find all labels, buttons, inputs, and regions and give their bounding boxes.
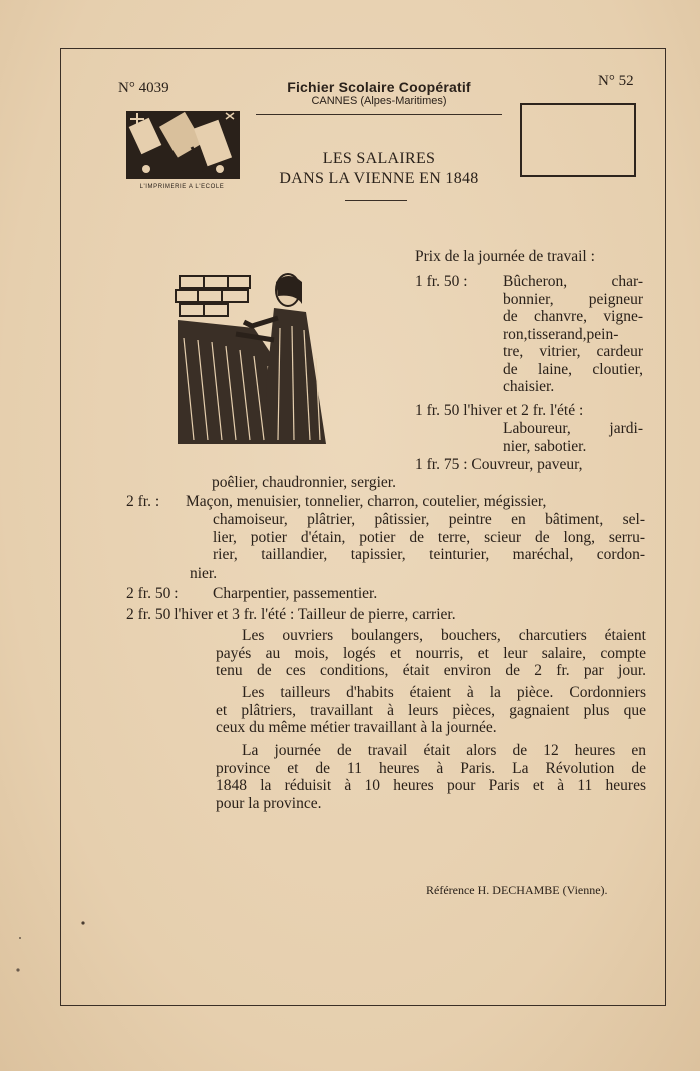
paragraph-line: et plâtriers, travaillant à leurs pièces, gagnaient plus que: [216, 701, 646, 719]
intro-line: Prix de la journée de travail :: [415, 248, 595, 265]
paragraph-line: tenu de ces conditions, était environ de 2 fr. par jour.: [216, 662, 646, 679]
wage-2-line: nier, sabotier.: [503, 437, 587, 455]
paragraph-line: province et de 11 heures à Paris. La Révolution de: [216, 759, 646, 777]
wage-1-price: 1 fr. 50 :: [415, 273, 468, 290]
card-number-left: N° 4039: [118, 80, 169, 96]
paragraph-line: Les tailleurs d'habits étaient à la pièce. Cordonniers: [242, 684, 646, 701]
wage-1-line: de chanvre, vigne-: [503, 308, 643, 325]
paragraph-line: pour la province.: [216, 794, 322, 812]
wage-1-line: tre, vitrier, cardeur: [503, 343, 643, 360]
paragraph-line: Les ouvriers boulangers, bouchers, charcutiers étaient: [242, 627, 646, 644]
wage-1-line: Bûcheron, char-: [503, 273, 643, 290]
wage-3-line: 1 fr. 75 : Couvreur, paveur,: [415, 456, 583, 473]
paragraph-line: ceux du même métier travaillant à la journée.: [216, 719, 497, 736]
wage-1-line: ron,tisserand,pein-: [503, 325, 619, 343]
paragraph-line: payés au mois, logés et nourris, et leur salaire, compte: [216, 644, 646, 662]
wage-2-line: Laboureur, jardi-: [503, 420, 643, 437]
wage-4-line: chamoiseur, plâtrier, pâtissier, peintre en bâtiment, sel-: [213, 511, 645, 528]
wage-4-line: rier, taillandier, tapissier, teinturier, maréchal, cordon-: [213, 546, 645, 563]
wage-5-trades: Charpentier, passementier.: [213, 585, 378, 602]
wage-2-price: 1 fr. 50 l'hiver et 2 fr. l'été :: [415, 402, 584, 419]
wage-4-line: lier, potier d'étain, potier de terre, scieur de long, serru-: [213, 528, 645, 546]
wage-6-line: 2 fr. 50 l'hiver et 3 fr. l'été : Tailleur de pierre, carrier.: [126, 606, 456, 623]
publisher-location: CANNES (Alpes-Maritimes): [311, 95, 447, 107]
title-line-1: LES SALAIRES: [322, 150, 436, 167]
title-line-2: DANS LA VIENNE EN 1848: [279, 170, 479, 187]
reference-line: Référence H. DECHAMBE (Vienne).: [426, 883, 608, 897]
wage-3-continuation: poêlier, chaudronnier, sergier.: [212, 474, 396, 491]
paragraph-line: La journée de travail était alors de 12 heures en: [242, 742, 646, 759]
logo-caption: L'IMPRIMERIE A L'ECOLE: [139, 184, 225, 190]
wage-4-price: 2 fr. :: [126, 493, 160, 510]
wage-1-line: bonnier, peigneur: [503, 290, 643, 308]
publisher-name: Fichier Scolaire Coopératif: [287, 79, 471, 95]
wage-1-line: chaisier.: [503, 378, 555, 395]
wage-4-line: nier.: [190, 565, 218, 582]
card-number-right: N° 52: [598, 73, 634, 89]
wage-5-price: 2 fr. 50 :: [126, 585, 179, 602]
paragraph-line: 1848 la réduisit à 10 heures pour Paris et à 11 heures: [216, 777, 646, 794]
wage-1-line: de laine, cloutier,: [503, 360, 643, 378]
wage-4-line: Maçon, menuisier, tonnelier, charron, coutelier, mégissier,: [186, 493, 547, 510]
